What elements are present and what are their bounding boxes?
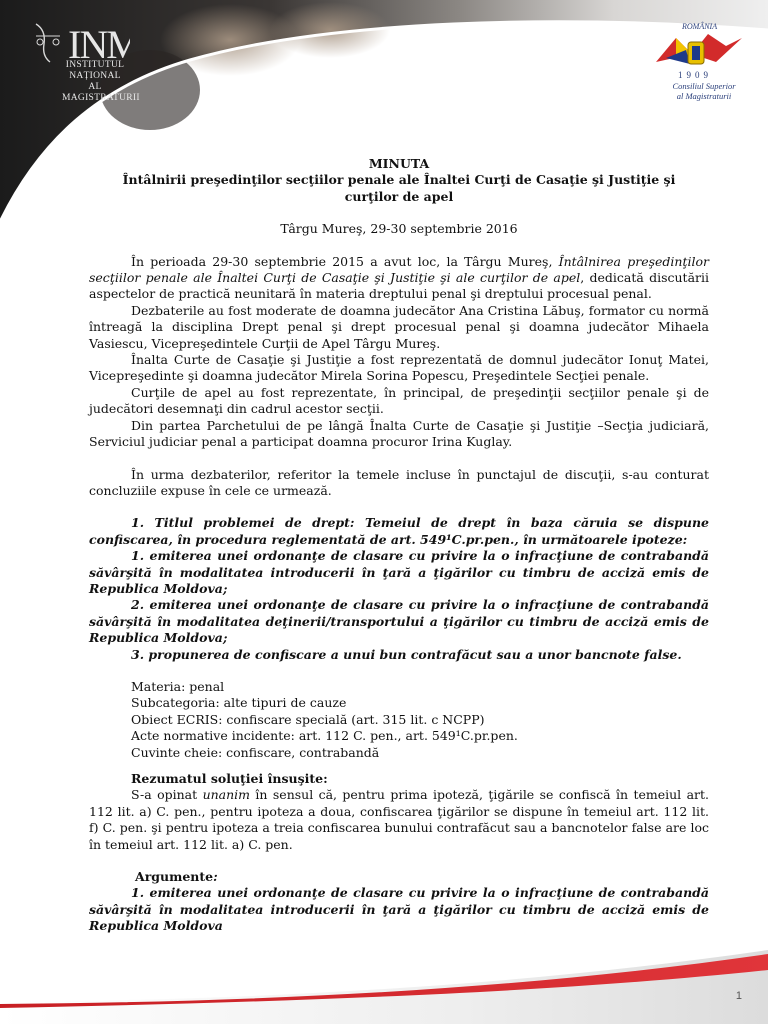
csm-name (656, 81, 752, 101)
inm-logo-line: MAGISTRATURII (62, 93, 140, 103)
summary-italic: unanim (202, 787, 251, 803)
csm-name-line: Consiliul Superior (672, 81, 736, 91)
metadata-list (89, 679, 709, 761)
place-date: Târgu Mureş, 29-30 septembrie 2016 (280, 221, 518, 237)
meta-acte-normative: Acte normative incidente: art. 112 C. pen., art. 549¹C.pr.pen. (131, 728, 518, 744)
argument-1: 1. emiterea unei ordonanţe de clasare cu privire la o infracţiune de contrabandă săvârşită în modalitatea introducerii în ţară a ţigărilor cu timbru de acciză emis de Republica Moldova (89, 885, 709, 934)
meta-materia: Materia: penal (131, 678, 225, 694)
arguments-colon: : (213, 869, 218, 885)
paragraph-5: Din partea Parchetului de pe lângă Înalta Curte de Casaţie şi Justiţie –Secţia judiciară, Serviciul judiciar penal a participat doamna procuror Irina Kuglay. (89, 417, 709, 450)
paragraph-1-end: , dedicată discutării aspectelor de practică neunitară în materia dreptului penal şi dreptului procesual penal. (89, 270, 709, 302)
problem-title: 1. Titlul problemei de drept: Temeiul de drept în baza căruia se dispune confiscarea, în procedura reglementată de art. 549¹C.pr.pen., în următoarele ipoteze: (89, 515, 709, 547)
meta-obiect-ecris: Obiect ECRIS: confiscare specială (art. 315 lit. c NCPP) (131, 711, 485, 727)
summary-start: S-a opinat (131, 787, 203, 803)
footer-band (0, 940, 768, 1024)
inm-logo-text (62, 60, 140, 104)
hypothesis-2: 2. emiterea unei ordonanţe de clasare cu privire la o infracţiune de contrabandă săvârşită în modalitatea deţinerii/transportului a ţigărilor cu timbru de acciză emis de Republica Moldova; (89, 597, 709, 646)
arguments-heading (89, 869, 709, 885)
paragraph-1 (89, 254, 709, 303)
subtitle-line-1: Întâlnirii preşedinţilor secţiilor penale ale Înaltei Curţi de Casaţie şi Justiţie şi (122, 172, 676, 188)
csm-year: 1909 (678, 70, 712, 80)
paragraph-1-start: În perioada 29-30 septembrie 2015 a avut loc, la Târgu Mureş, (131, 253, 559, 269)
document-subtitle (89, 172, 709, 205)
svg-text:INM: INM (68, 22, 130, 66)
csm-name-line: al Magistraturii (676, 91, 732, 101)
summary-end: în sensul că, pentru prima ipoteză, ţigările se confiscă în temeiul art. 112 lit. a) C. pen., pentru ipoteza a doua, confiscarea ţigărilor se dispune în temeiul art. 112 lit. f) C. pen. şi pentru ipoteza a treia confiscarea bunului contrafăcut sau a bancnotelor false are loc în temeiul art. 112 lit. a) C. pen. (89, 787, 709, 852)
paragraph-1-italic: Întâlnirea preşedinţilor secţiilor penale ale Înaltei Curţi de Casaţie şi Justiţie şi ale curţilor de apel (89, 253, 709, 286)
document-title: MINUTA (368, 156, 430, 171)
arguments-label: Argumente (135, 869, 214, 885)
csm-emblem-icon (646, 28, 746, 76)
inm-logo-line: NAȚIONAL AL (69, 71, 121, 92)
summary-paragraph (89, 787, 709, 853)
paragraph-6: În urma dezbaterilor, referitor la temele incluse în punctajul de discuţii, s-au conturat concluziile expuse în cele ce urmează. (89, 466, 709, 498)
paragraph-2: Dezbaterile au fost moderate de doamna judecător Ana Cristina Lăbuş, formator cu normă întreagă la disciplina Drept penal şi drept procesual penal şi doamna judecător Mihaela Vasiescu, Vicepreşedintele Curţii de Apel Târgu Mureş. (89, 302, 709, 351)
hypothesis-1: 1. emiterea unei ordonanţe de clasare cu privire la o infracţiune de contrabandă săvârşită în modalitatea introducerii în ţară a ţigărilor cu timbru de acciză emis de Republica Moldova; (89, 548, 709, 596)
document-body (89, 156, 709, 935)
csm-country: ROMÂNIA (682, 22, 718, 31)
meta-subcategoria: Subcategoria: alte tipuri de cauze (131, 695, 347, 711)
paragraph-4: Curţile de apel au fost reprezentate, în principal, de preşedinţii secţiilor penale şi de judecători desemnaţi din cadrul acestor secţii. (89, 384, 709, 417)
summary-heading: Rezumatul soluţiei însuşite: (131, 771, 328, 786)
inm-logo-line: INSTITUTUL (65, 60, 125, 70)
meta-cuvinte-cheie: Cuvinte cheie: confiscare, contrabandă (131, 744, 380, 760)
page-number: 1 (735, 990, 742, 1002)
paragraph-3: Înalta Curte de Casaţie şi Justiţie a fost reprezentată de domnul judecător Ionuţ Matei, Vicepreşedinte şi doamna judecător Mirela Sorina Popescu, Preşedintele Secţiei penale. (89, 352, 709, 384)
subtitle-line-2: curţilor de apel (344, 188, 454, 204)
hypothesis-3: 3. propunerea de confiscare a unui bun contrafăcut sau a unor bancnote false. (131, 646, 682, 662)
